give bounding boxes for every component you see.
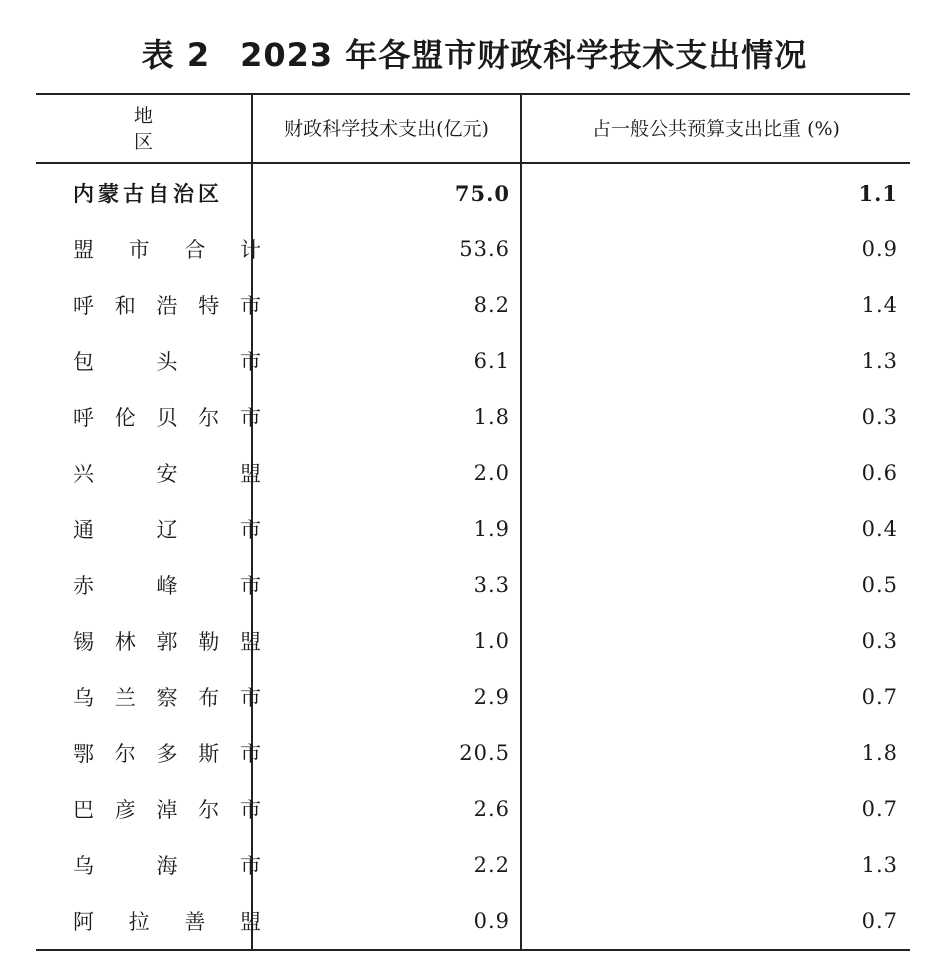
table-row (36, 501, 910, 557)
region-cell: 乌 海 市 (73, 854, 261, 878)
column-header-amount (253, 95, 520, 162)
table-row (36, 613, 910, 669)
share-cell: 1.8 (861, 741, 898, 765)
share-cell: 1.1 (858, 180, 898, 206)
table-number: 表 2 (141, 36, 211, 74)
table-row (36, 781, 910, 837)
amount-cell: 8.2 (473, 293, 510, 317)
share-cell: 1.4 (861, 293, 898, 317)
amount-cell: 2.9 (473, 685, 510, 709)
table-row (36, 893, 910, 949)
region-cell: 巴 彦 淖 尔 市 (73, 798, 261, 822)
share-cell: 0.6 (861, 461, 898, 485)
amount-cell: 2.6 (473, 797, 510, 821)
region-cell: 赤 峰 市 (73, 574, 261, 598)
region-cell: 内蒙古自治区 (73, 181, 223, 206)
table-row (36, 557, 910, 613)
table-row (36, 669, 910, 725)
amount-cell: 6.1 (473, 349, 510, 373)
region-cell: 阿 拉 善 盟 (73, 910, 261, 934)
amount-cell: 20.5 (459, 741, 510, 765)
share-cell: 1.3 (861, 853, 898, 877)
table-title (0, 30, 949, 76)
amount-cell: 1.0 (473, 629, 510, 653)
share-cell: 0.3 (861, 405, 898, 429)
share-cell: 1.3 (861, 349, 898, 373)
region-cell: 兴 安 盟 (73, 462, 261, 486)
amount-cell: 0.9 (473, 909, 510, 933)
amount-cell: 53.6 (459, 237, 510, 261)
amount-cell: 2.0 (473, 461, 510, 485)
column-header-share: 占一般公共预算支出比重 (%) (592, 117, 840, 140)
column-header-region: 地 区 (133, 104, 201, 153)
region-cell: 呼 和 浩 特 市 (73, 294, 261, 318)
table-header-rule (36, 162, 910, 164)
share-cell: 0.7 (861, 909, 898, 933)
share-cell: 0.9 (861, 237, 898, 261)
share-cell: 0.7 (861, 685, 898, 709)
region-cell: 包 头 市 (73, 350, 261, 374)
table-row (36, 277, 910, 333)
table-row (36, 221, 910, 277)
share-cell: 0.3 (861, 629, 898, 653)
region-cell: 呼 伦 贝 尔 市 (73, 406, 261, 430)
amount-cell: 1.9 (473, 517, 510, 541)
region-cell: 锡 林 郭 勒 盟 (73, 630, 261, 654)
table-row (36, 333, 910, 389)
region-cell: 乌 兰 察 布 市 (73, 686, 261, 710)
region-cell: 鄂 尔 多 斯 市 (73, 742, 261, 766)
share-cell: 0.7 (861, 797, 898, 821)
table-row (36, 445, 910, 501)
amount-cell: 2.2 (473, 853, 510, 877)
region-cell: 通 辽 市 (73, 518, 261, 542)
amount-cell: 1.8 (473, 405, 510, 429)
region-cell: 盟 市 合 计 (73, 238, 261, 262)
amount-cell: 75.0 (454, 180, 510, 206)
share-cell: 0.4 (861, 517, 898, 541)
column-header-amount-text: 财政科学技术支出(亿元) (284, 117, 489, 140)
share-cell: 0.5 (861, 573, 898, 597)
table-row (36, 165, 910, 221)
table-row (36, 389, 910, 445)
table-row (36, 725, 910, 781)
table-row (36, 837, 910, 893)
amount-cell: 3.3 (473, 573, 510, 597)
table-bottom-rule (36, 949, 910, 951)
table-title-text: 2023 年各盟市财政科学技术支出情况 (240, 36, 808, 74)
